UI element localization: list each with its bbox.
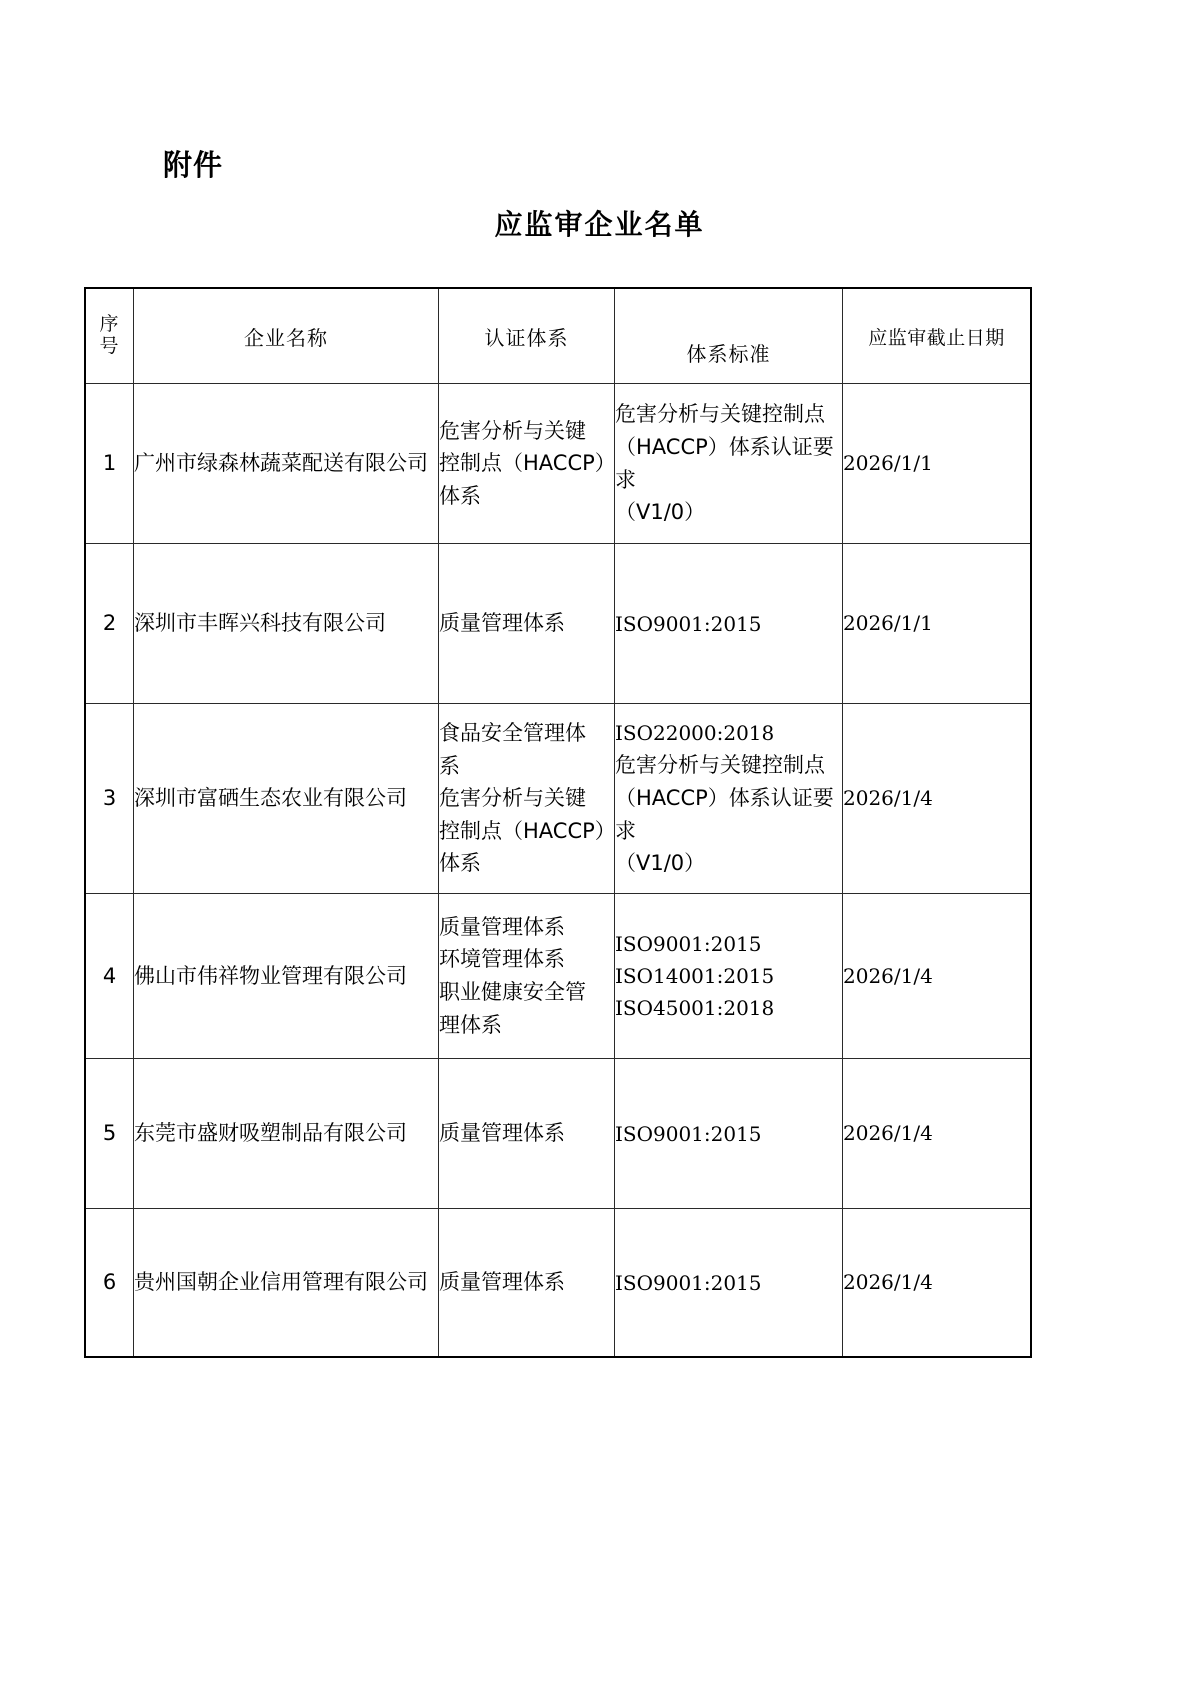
system-line: 质量管理体系 (439, 1121, 565, 1146)
cell-certification-system (439, 1059, 615, 1209)
standard-text-line: 危害分析与关键控制点 (615, 402, 825, 427)
cell-deadline-date: 2026/1/4 (843, 704, 1031, 894)
cell-certification-system (439, 704, 615, 894)
system-line: 系 (439, 753, 460, 778)
table-header-row (86, 289, 1031, 384)
system-line: 体系 (439, 851, 481, 876)
cell-company-name: 东莞市盛财吸塑制品有限公司 (134, 1059, 439, 1209)
column-header-index-line1: 序 (99, 313, 120, 336)
standard-code-line: ISO22000:2018 (615, 721, 775, 746)
cell-system-standard (615, 1209, 843, 1357)
column-header-company: 企业名称 (134, 289, 439, 384)
attachment-label: 附件 (163, 148, 224, 182)
cell-deadline-date: 2026/1/4 (843, 894, 1031, 1059)
standard-text-line: 危害分析与关键控制点 (615, 753, 825, 778)
cell-company-name: 佛山市伟祥物业管理有限公司 (134, 894, 439, 1059)
table-row (86, 544, 1031, 704)
system-line: 危害分析与关键 (439, 786, 586, 811)
cell-deadline-date: 2026/1/1 (843, 544, 1031, 704)
standard-code-line: ISO9001:2015 (615, 1270, 762, 1295)
system-line: 质量管理体系 (439, 914, 565, 939)
system-line: 职业健康安全管 (439, 980, 586, 1004)
cell-index: 3 (86, 704, 134, 894)
cell-deadline-date: 2026/1/4 (843, 1209, 1031, 1357)
table-row (86, 384, 1031, 544)
standard-code-line: ISO14001:2015 (615, 964, 775, 988)
cell-system-standard (615, 894, 843, 1059)
cell-company-name: 深圳市丰晖兴科技有限公司 (134, 544, 439, 704)
table-row (86, 704, 1031, 894)
cell-index: 6 (86, 1209, 134, 1357)
system-line: 理体系 (439, 1012, 502, 1037)
column-header-deadline: 应监审截止日期 (843, 289, 1031, 384)
cell-company-name: 贵州国朝企业信用管理有限公司 (134, 1209, 439, 1357)
system-line: 体系 (439, 483, 481, 508)
table-body (86, 384, 1031, 1357)
column-header-standard: 体系标准 (615, 289, 843, 384)
cell-index: 5 (86, 1059, 134, 1209)
cell-index: 2 (86, 544, 134, 704)
cell-system-standard (615, 384, 843, 544)
audit-company-table (85, 288, 1031, 1357)
cell-certification-system (439, 1209, 615, 1357)
cell-system-standard (615, 704, 843, 894)
system-line: 食品安全管理体 (439, 721, 586, 746)
cell-system-standard (615, 1059, 843, 1209)
page-title: 应监审企业名单 (494, 208, 705, 241)
cell-deadline-date: 2026/1/1 (843, 384, 1031, 544)
cell-index: 1 (86, 384, 134, 544)
system-line: 危害分析与关键 (439, 418, 586, 443)
standard-text-line: （HACCP）体系认证要求 (615, 785, 834, 843)
system-line: 质量管理体系 (439, 1270, 565, 1295)
table-row (86, 1209, 1031, 1357)
cell-certification-system (439, 894, 615, 1059)
system-line: 环境管理体系 (439, 947, 565, 972)
system-line: 控制点（HACCP） (439, 451, 616, 476)
cell-certification-system (439, 384, 615, 544)
cell-deadline-date: 2026/1/4 (843, 1059, 1031, 1209)
column-header-index-line2: 号 (99, 335, 120, 357)
column-header-index (86, 289, 134, 384)
standard-code-line: ISO9001:2015 (615, 932, 762, 956)
cell-certification-system (439, 544, 615, 704)
table-header (86, 289, 1031, 384)
cell-company-name: 广州市绿森林蔬菜配送有限公司 (134, 384, 439, 544)
standard-code-line: ISO45001:2018 (615, 996, 775, 1020)
standard-code-line: ISO9001:2015 (615, 611, 762, 636)
column-header-system: 认证体系 (439, 289, 615, 384)
table-row (86, 1059, 1031, 1209)
table-row (86, 894, 1031, 1059)
cell-company-name: 深圳市富硒生态农业有限公司 (134, 704, 439, 894)
cell-index: 4 (86, 894, 134, 1059)
cell-system-standard (615, 544, 843, 704)
standard-text-line: （V1/0） (615, 851, 706, 876)
standard-text-line: （V1/0） (615, 500, 706, 525)
system-line: 控制点（HACCP） (439, 818, 616, 843)
standard-text-line: （HACCP）体系认证要求 (615, 434, 834, 492)
standard-code-line: ISO9001:2015 (615, 1121, 762, 1146)
system-line: 质量管理体系 (439, 611, 565, 636)
